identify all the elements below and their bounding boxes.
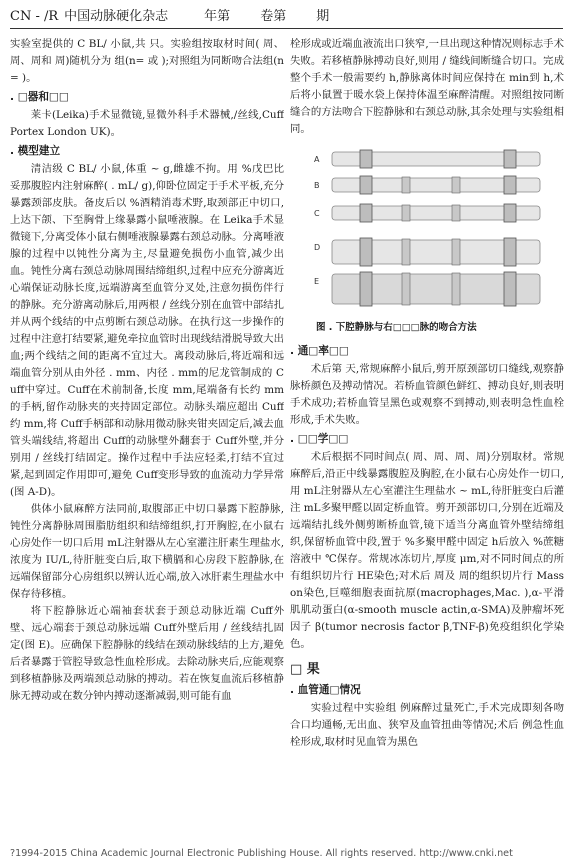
cuff xyxy=(360,272,372,306)
paragraph: 实验室提供的 C BL/ 小鼠,共 只。实验组按取材时间( 周、周、周和 周)随机分为 组(n= 或 );对照组为同断吻合法组(n= )。 xyxy=(10,38,284,84)
cuff xyxy=(504,272,516,306)
paragraph: 供体小鼠麻醉方法同前,取腹部正中切口暴露下腔静脉,钝性分离静脉周围脂肪组织和结缔组织,打开胸腔,在小鼠右心房处作一切口后用 mL注射器从左心室灌注肝素生理盐水,浓度为 IU/L,待肝脏变白后,取下横膈和心房段下腔静脉,在远端保留部分心房组织以辨认近心端,放入冰肝素生理盐水中保存待移植。 xyxy=(10,503,284,600)
cuff xyxy=(360,176,372,194)
cuff xyxy=(504,176,516,194)
volume-label: 卷第 xyxy=(260,9,287,24)
left-column xyxy=(10,36,284,846)
figure-panel-d xyxy=(314,238,540,266)
copyright-footer: ?1994-2015 China Academic Journal Electronic Publishing House. All rights reserved. http://www.cnki.net xyxy=(10,848,513,859)
paragraph: 实验过程中实验组 例麻醉过量死亡,手术完成即刻各吻合口均通畅,无出血、狭窄及血管扭曲等情况;术后 例急性血栓形成,取材时见血管为黑色 xyxy=(290,702,564,748)
paragraph: 术后第 天,常规麻醉小鼠后,剪开原颈部切口缝线,观察静脉桥颜色及搏动情况。若桥血管颜色鲜红、搏动良好,则表明手术成功;若桥血管呈黑色或观察不到搏动,则表明急性血栓形成,手术失败。 xyxy=(290,363,564,426)
ligature xyxy=(402,239,410,265)
section-heading: . □□学□□ xyxy=(290,433,349,445)
cuff xyxy=(360,150,372,168)
ligature xyxy=(452,177,460,193)
ligature xyxy=(452,273,460,305)
paragraph: 清洁级 C BL/ 小鼠,体重 ~ g,雌雄不拘。用 %戊巴比妥那腹腔内注射麻醉( . mL/ g),仰卧位固定于手术平板,充分暴露颈部皮肤。备皮后以 %酒精消毒术野,取颈部正中切口,上达下颌、下至胸骨上缘暴露小鼠唾液腺。在 Leika手术显微镜下,分离受体小鼠右侧唾液腺暴露右颈总动脉。分离唾液腺的过程中以钝性分离为主,尽量避免损伤小血管,减少出血。钝性分离右颈总动脉周围结缔组织,过程中应充分游离近心端保证动脉长度,远端游离至血管分叉处,注意勿损伤伴行的静脉。充分游离动脉后,用两根 / 丝线分别在血管中部结扎并从两个线结的中点剪断右颈总动脉。在执行这一步操作的过程中注意打结要紧,避免牵拉血管时出现线结滑脱导致大出血;两个线结之间的距离不宜过大。离段动脉后,将近端和远端血管分别从由外径 . mm、内径 . mm的尼龙管制成的 Cuff中穿过。Cuff在术前制备,长度 mm,尾端备有长约 mm的手柄,留作动脉夹的夹持固定部位。动脉头端应超出 Cuff约 mm,将 Cuff手柄部和动脉用微动脉夹钳夹固定后,减去血管头端线结,将超出 Cuff的动脉壁外翻套于 Cuff外壁,并分别用 / 丝线打结固定。操作过程中手法应轻柔,打结不宜过紧,起到固定作用即可,避免 Cuff变形导致的血流动力学异常(图 A-D)。 xyxy=(10,163,284,498)
year-label: 年第 xyxy=(204,9,231,24)
cuff xyxy=(504,150,516,168)
cuff xyxy=(504,204,516,222)
ligature xyxy=(452,239,460,265)
major-heading: □ 果 xyxy=(290,662,320,677)
ligature xyxy=(402,273,410,305)
anastomosis-figure xyxy=(290,142,564,318)
figure-panel-c xyxy=(314,204,540,222)
issue-label: 期 xyxy=(316,9,330,24)
paragraph: 术后根据不同时间点( 周、周、周、周)分别取材。常规麻醉后,沿正中线暴露腹腔及胸腔,在小鼠右心房处作一切口,用 mL注射器从左心室灌注生理盐水 ~ mL,待肝脏变白后灌注 mL多聚甲醛以固定桥血管。剪开颈部切口,分别在近端及远端结扎线外侧剪断桥血管,镜下适当分离血管外壁结缔组织,保留桥血管中段,置于 %多聚甲醛中固定 h后放入 %蔗糖溶液中 ℃保存。常规冰冻切片,厚度 μm,对不同时间点的所有组织切片行 HE染色;对术后 周及 周的组织切片行 Masson染色,巨噬细胞表面抗原(macrophages,Mac. ),α-平滑肌肌动蛋白(α-smooth muscle actin,α-SMA)及肿瘤坏死因子 β(tumor necrosis factor β,TNF-β)免疫组织化学染色。 xyxy=(290,451,564,650)
cuff xyxy=(504,238,516,266)
figure-caption: 图 . 下腔静脉与右□□□脉的吻合方法 xyxy=(316,322,477,333)
right-column xyxy=(290,36,564,846)
cuff xyxy=(360,204,372,222)
journal-name: 中国动脉硬化杂志 xyxy=(64,9,169,24)
journal-code: CN - /R xyxy=(10,9,59,24)
ligature xyxy=(402,177,410,193)
paragraph: 将下腔静脉近心端袖套状套于颈总动脉近端 Cuff外壁、远心端套于颈总动脉远端 Cuff外壁后用 / 丝线结扎固定(图 E)。应确保下腔静脉的线结在颈动脉线结的上方,避免后者暴露于管腔导致急性血栓形成。去除动脉夹后,应能观察到移植静脉及两端颈总动脉的搏动。若在恢复血流后移植静脉无搏动或在数分钟内搏动逐渐减弱,则可能有血 xyxy=(10,605,284,702)
section-heading: . 血管通□情况 xyxy=(290,684,361,696)
page-header xyxy=(10,6,563,29)
cuff xyxy=(360,238,372,266)
figure-panel-label: E xyxy=(314,277,320,286)
section-heading: . 模型建立 xyxy=(10,145,61,157)
section-heading: . □器和□□ xyxy=(10,91,69,103)
figure-panel-a xyxy=(314,150,540,168)
figure-panel-b xyxy=(314,176,540,194)
figure-panel-label: A xyxy=(314,155,320,164)
paragraph: 栓形成或近端血液流出口狭窄,一旦出现这种情况则标志手术失败。若移植静脉搏动良好,则用 / 缝线间断缝合切口。完成整个手术一般需要约 h,静脉离体时间应保持在 min到 h,术后将小鼠置于暖水袋上保持体温至麻醉清醒。对照组按同断缝合的方法吻合下腔静脉和右颈总动脉,其余处理与实验组相同。 xyxy=(290,38,564,135)
ligature xyxy=(402,205,410,221)
figure-panel-label: B xyxy=(314,181,320,190)
figure-panel-label: D xyxy=(314,243,321,252)
section-heading: . 通□率□□ xyxy=(290,345,349,357)
figure-panel-label: C xyxy=(314,209,320,218)
ligature xyxy=(452,205,460,221)
paragraph: 莱卡(Leika)手术显微镜,显微外科手术器械,/丝线,Cuff Portex London UK)。 xyxy=(10,109,284,138)
anastomosis-diagram xyxy=(290,142,564,318)
figure-panel-e xyxy=(314,272,540,306)
